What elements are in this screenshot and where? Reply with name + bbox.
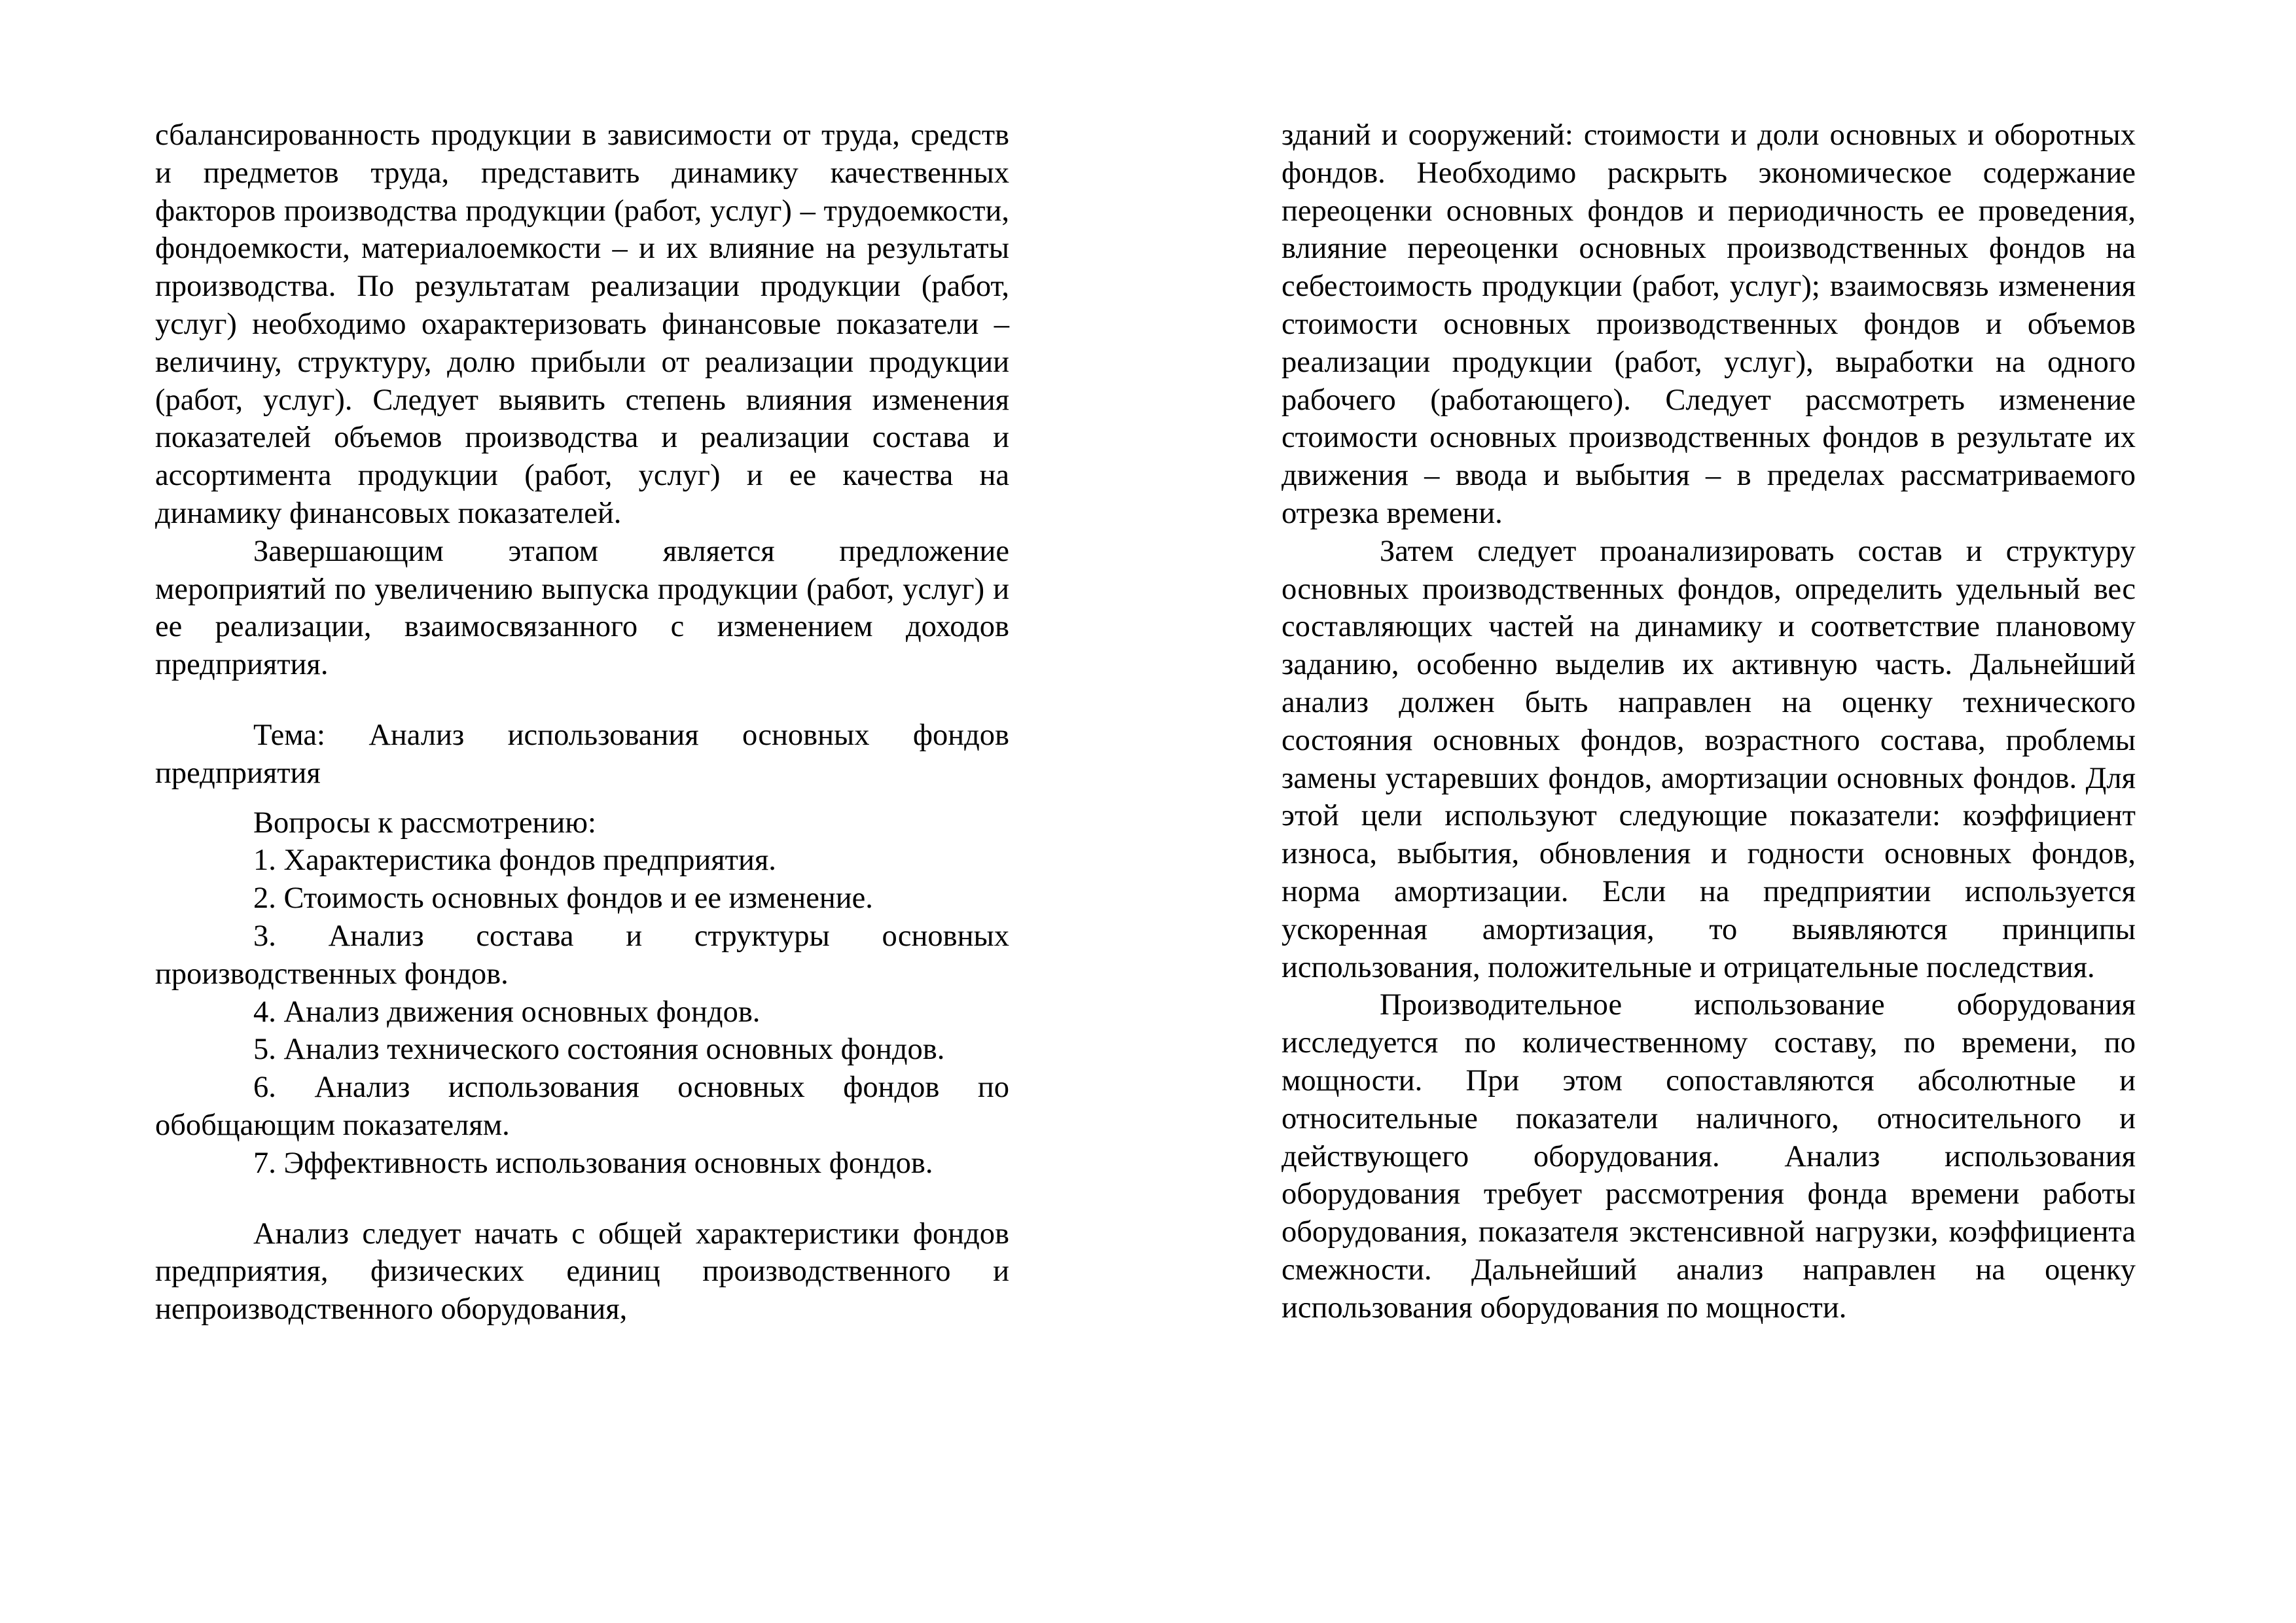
question-item: 2. Стоимость основных фондов и ее изменение. — [253, 882, 873, 916]
question-item: 5. Анализ технического состояния основных фондов. — [253, 1033, 945, 1067]
final-stage-paragraph: Завершающим этапом является предложение мероприятий по увеличению выпуска продукции (работ, услуг) и ее реализации, взаимосвязанного с изменением доходов предприятия. — [155, 534, 1009, 682]
left-continuation-paragraph: сбалансированность продукции в зависимости от труда, средств и предметов труда, представить динамику качественных факторов производства продукции (работ, услуг) – трудоемкости, фондоемкости, материалоемкости – и их влияние на результаты производства. По результатам реализации продукции (работ, услуг) необходимо охарактеризовать финансовые показатели – величину, структуру, долю прибыли от реализации продукции (работ, услуг). Следует выявить степень влияния изменения показателей объемов производства и реализации состава и ассортимента продукции (работ, услуг) и ее качества на динамику финансовых показателей. — [155, 118, 1009, 530]
questions-list — [155, 842, 1009, 1182]
question-item: 1. Характеристика фондов предприятия. — [253, 844, 776, 878]
analysis-start-paragraph: Анализ следует начать с общей характеристики фондов предприятия, физических единиц производственного и непроизводственного оборудования, — [155, 1217, 1009, 1327]
questions-heading: Вопросы к рассмотрению: — [253, 806, 596, 840]
question-item: 3. Анализ состава и структуры основных производственных фондов. — [155, 919, 1009, 991]
equipment-usage-paragraph: Производительное использование оборудования исследуется по количественному составу, по времени, по мощности. При этом сопоставляются абсолютные и относительные показатели наличного, относительного и действующего оборудования. Анализ использования оборудования требует рассмотрения фонда времени работы оборудования, показателя экстенсивной нагрузки, коэффициента смежности. Дальнейший анализ направлен на оценку использования оборудования по мощности. — [1282, 988, 2136, 1325]
topic-heading: Тема: Анализ использования основных фондов предприятия — [155, 718, 1009, 790]
question-item: 4. Анализ движения основных фондов. — [253, 995, 761, 1029]
structure-analysis-paragraph: Затем следует проанализировать состав и структуру основных производственных фондов, определить удельный вес составляющих частей на динамику и соответствие плановому заданию, особенно выделив их активную часть. Дальнейший анализ должен быть направлен на оценку технического состояния основных фондов, возрастного состава, проблемы замены устаревших фондов, амортизации основных фондов. Для этой цели используют следующие показатели: коэффициент износа, выбытия, обновления и годности основных фондов, норма амортизации. Если на предприятии используется ускоренная амортизация, то выявляются принципы использования, положительные и отрицательные последствия. — [1282, 534, 2136, 984]
question-item: 6. Анализ использования основных фондов по обобщающим показателям. — [155, 1071, 1009, 1142]
right-continuation-paragraph: зданий и сооружений: стоимости и доли основных и оборотных фондов. Необходимо раскрыть экономическое содержание переоценки основных фондов и периодичность ее проведения, влияние переоценки основных производственных фондов на себестоимость продукции (работ, услуг); взаимосвязь изменения стоимости основных производственных фондов и объемов реализации продукции (работ, услуг), выработки на одного рабочего (работающего). Следует рассмотреть изменение стоимости основных производственных фондов в результате их движения – ввода и выбытия – в пределах рассматриваемого отрезка времени. — [1282, 118, 2136, 530]
question-item: 7. Эффективность использования основных фондов. — [253, 1146, 933, 1180]
right-column — [1282, 116, 2136, 1327]
left-column — [155, 116, 1009, 1329]
